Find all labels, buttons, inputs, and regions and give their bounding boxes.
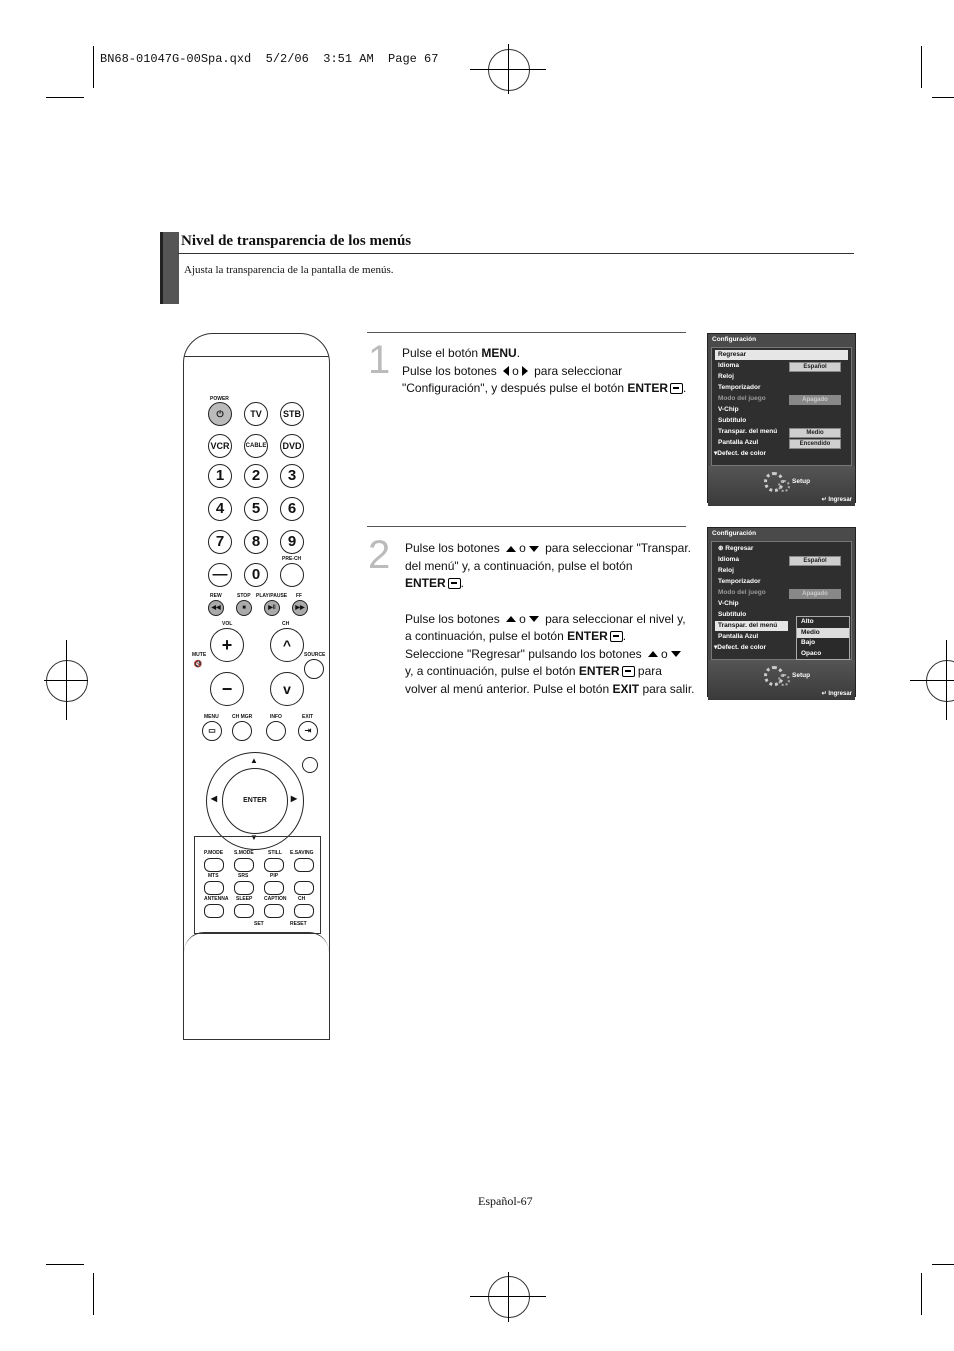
prech-label: PRE-CH: [282, 556, 302, 562]
volume-down-icon[interactable]: −: [210, 672, 244, 706]
registration-mark: [488, 1276, 530, 1318]
transparency-popup: [796, 616, 850, 660]
digit-9-button[interactable]: 9: [280, 530, 304, 554]
still-button[interactable]: [264, 858, 284, 872]
step-2-rule: [367, 526, 686, 527]
osd-setup-label: Setup: [792, 478, 811, 485]
step-1-text: Pulse el botón MENU. Pulse los botones o para seleccionar "Configuración", y después pulse el botón ENTER .: [402, 346, 687, 395]
up-arrow-icon: [648, 651, 658, 657]
down-arrow-icon[interactable]: ▼: [250, 833, 258, 842]
srs-label: SRS: [238, 873, 249, 879]
pmode-button[interactable]: [204, 858, 224, 872]
up-arrow-icon: [506, 616, 516, 622]
crop-mark: [46, 1264, 84, 1265]
source-label: SOURCE: [304, 652, 326, 658]
digit-0-button[interactable]: 0: [244, 563, 268, 587]
registration-cross: [508, 1272, 509, 1322]
digit-1-button[interactable]: 1: [208, 464, 232, 488]
osd-item-modo-juego: Modo del juego Apagado: [718, 394, 847, 404]
osd-screen-2: [707, 527, 856, 697]
osd-ingresar-label: ↵ Ingresar: [821, 497, 852, 503]
crop-mark: [932, 97, 954, 98]
gear-icon: [778, 480, 790, 492]
osd-title: Configuración: [712, 336, 757, 343]
rewind-icon[interactable]: ◀◀: [208, 600, 224, 616]
chmgr-button[interactable]: [232, 721, 252, 741]
right-arrow-icon: [522, 366, 528, 376]
print-header: BN68-01047G-00Spa.qxd 5/2/06 3:51 AM Page 67: [100, 52, 439, 66]
play-pause-icon[interactable]: ▶‖: [264, 600, 280, 616]
channel-up-icon[interactable]: ^: [270, 628, 304, 662]
osd-item-transpar: Transpar. del menú: [715, 621, 788, 631]
registration-mark: [488, 49, 530, 91]
chmgr-label: CH MGR: [232, 714, 253, 720]
ff-label: FF: [296, 593, 303, 599]
up-arrow-icon: [506, 546, 516, 552]
osd-setup-label: Setup: [792, 672, 811, 679]
osd-item-subtitulo: Subtítulo: [718, 611, 747, 618]
pip-button[interactable]: [264, 881, 284, 895]
still-label: STILL: [268, 850, 282, 856]
osd-item-reloj: Reloj: [718, 567, 734, 574]
info-label: INFO: [270, 714, 282, 720]
crop-mark: [46, 97, 84, 98]
playpause-label: PLAY/PAUSE: [256, 593, 288, 599]
up-arrow-icon[interactable]: ▲: [250, 756, 258, 765]
popup-option-alto: Alto: [801, 618, 814, 625]
smode-label: S.MODE: [234, 850, 254, 856]
right-arrow-icon[interactable]: ▶: [290, 794, 298, 803]
osd-item-pantalla-azul: Pantalla Azul: [718, 633, 759, 640]
osd-item-defect-color: ▾Defect. de color: [714, 450, 767, 457]
down-arrow-icon: [529, 546, 539, 552]
page-number: Español-67: [478, 1194, 533, 1208]
popup-option-bajo: Bajo: [801, 639, 816, 646]
remote-control: [183, 333, 330, 1040]
popup-option-medio: Medio: [797, 628, 849, 639]
power-icon[interactable]: ⏻: [208, 402, 232, 426]
crop-mark: [93, 46, 94, 88]
enter-icon: [670, 383, 683, 394]
tv-button[interactable]: TV: [244, 402, 268, 426]
channel-up-small-button[interactable]: [294, 881, 314, 895]
osd-item-temporizador: Temporizador: [718, 384, 761, 391]
antenna-label: ANTENNA: [204, 896, 229, 902]
power-label: POWER: [210, 396, 229, 402]
mute-label: MUTE: [192, 652, 207, 658]
stop-icon[interactable]: ■: [236, 600, 252, 616]
caption-button[interactable]: [264, 904, 284, 918]
section-bar: [160, 232, 179, 304]
enter-icon: [448, 578, 461, 589]
prech-button[interactable]: [280, 563, 304, 587]
crop-mark: [932, 1264, 954, 1265]
digit-5-button[interactable]: 5: [244, 497, 268, 521]
crop-mark: [921, 46, 922, 88]
step-1-rule: [367, 332, 686, 333]
section-title: Nivel de transparencia de los menús: [181, 233, 412, 249]
menu-icon[interactable]: ▭: [202, 721, 222, 741]
osd-item-temporizador: Temporizador: [718, 578, 761, 585]
volume-up-icon[interactable]: +: [210, 628, 244, 662]
light-button[interactable]: [302, 757, 318, 773]
exit-icon[interactable]: ⇥: [298, 721, 318, 741]
title-rule: [178, 253, 854, 254]
esaving-label: E.SAVING: [290, 850, 314, 856]
sleep-label: SLEEP: [236, 896, 253, 902]
left-arrow-icon: [503, 366, 509, 376]
vol-label: VOL: [222, 621, 233, 627]
info-button[interactable]: [266, 721, 286, 741]
crop-mark: [93, 1273, 94, 1315]
remote-cover: [184, 932, 329, 1041]
section-description: Ajusta la transparencia de la pantalla de menús.: [184, 264, 394, 276]
digit-3-button[interactable]: 3: [280, 464, 304, 488]
cable-button[interactable]: CABLE: [244, 434, 268, 458]
osd-item-regresar: ⊕ Regresar: [718, 545, 754, 552]
rew-label: REW: [210, 593, 222, 599]
digit-8-button[interactable]: 8: [244, 530, 268, 554]
dvd-button[interactable]: DVD: [280, 434, 304, 458]
osd-item-vchip: V-Chip: [718, 600, 739, 607]
gear-icon: [778, 674, 790, 686]
registration-cross: [508, 44, 509, 94]
channel-down-icon[interactable]: v: [270, 672, 304, 706]
mts-button[interactable]: [204, 881, 224, 895]
channel-down-small-button[interactable]: [294, 904, 314, 918]
esaving-button[interactable]: [294, 858, 314, 872]
ch-label: CH: [282, 621, 290, 627]
stb-button[interactable]: STB: [280, 402, 304, 426]
fast-forward-icon[interactable]: ▶▶: [292, 600, 308, 616]
popup-option-opaco: Opaco: [801, 649, 822, 657]
osd-item-reloj: Reloj: [718, 373, 734, 380]
digit-7-button[interactable]: 7: [208, 530, 232, 554]
step-1-number: 1: [368, 338, 391, 382]
sleep-button[interactable]: [234, 904, 254, 918]
registration-mark: [46, 660, 88, 702]
registration-cross: [946, 640, 947, 720]
menu-label: MENU: [204, 714, 219, 720]
step-2-number: 2: [368, 533, 391, 577]
mts-label: MTS: [208, 873, 219, 879]
osd-item-subtitulo: Subtítulo: [718, 417, 747, 424]
digit-4-button[interactable]: 4: [208, 497, 232, 521]
osd-item-idioma: Idioma Español: [718, 555, 847, 565]
osd-item-pantalla-azul: Pantalla Azul Encendido: [718, 438, 847, 448]
osd-ingresar-label: ↵ Ingresar: [821, 691, 852, 697]
mute-icon[interactable]: 🔇: [193, 661, 203, 668]
ch2-label: CH: [298, 896, 306, 902]
exit-label: EXIT: [302, 714, 314, 720]
osd-item-defect-color: ▾Defect. de color: [714, 644, 767, 651]
smode-button[interactable]: [234, 858, 254, 872]
crop-mark: [921, 1273, 922, 1315]
osd-title: Configuración: [712, 530, 757, 537]
pip-label: PIP: [270, 873, 279, 879]
enter-button[interactable]: ENTER: [222, 768, 288, 834]
vcr-button[interactable]: VCR: [208, 434, 232, 458]
osd-screen-1: [707, 333, 856, 503]
down-arrow-icon: [529, 616, 539, 622]
srs-button[interactable]: [234, 881, 254, 895]
pmode-label: P.MODE: [204, 850, 224, 856]
registration-cross: [66, 640, 67, 720]
left-arrow-icon[interactable]: ◀: [210, 794, 218, 803]
stop-label: STOP: [237, 593, 251, 599]
dash-button[interactable]: —: [208, 563, 232, 587]
digit-6-button[interactable]: 6: [280, 497, 304, 521]
osd-item-modo-juego: Modo del juego Apagado: [718, 588, 847, 598]
osd-item-vchip: V-Chip: [718, 406, 739, 413]
registration-cross: [910, 680, 954, 681]
antenna-button[interactable]: [204, 904, 224, 918]
reset-label: RESET: [290, 921, 307, 927]
registration-mark: [926, 660, 954, 702]
caption-label: CAPTION: [264, 896, 287, 902]
step-2-text: Pulse los botones o para seleccionar "Transpar. del menú" y, a continuación, pulse el botón ENTER . Pulse los botones o para seleccionar el nivel y, a continuación, pulse el botón ENTER . Seleccione "Regresar" pulsando los botones o y, a continuación, pulse el botón ENTER para volver al menú anterior. Pulse el botón EXIT para salir.: [405, 541, 695, 696]
set-label: SET: [254, 921, 264, 927]
osd-item-transpar: Transpar. del menú Medio: [718, 427, 847, 437]
osd-item-regresar: Regresar: [715, 350, 848, 360]
osd-item-idioma: Idioma Español: [718, 361, 847, 371]
enter-icon: [610, 631, 623, 642]
down-arrow-icon: [671, 651, 681, 657]
digit-2-button[interactable]: 2: [244, 464, 268, 488]
enter-icon: [622, 666, 635, 677]
source-button[interactable]: [304, 659, 324, 679]
